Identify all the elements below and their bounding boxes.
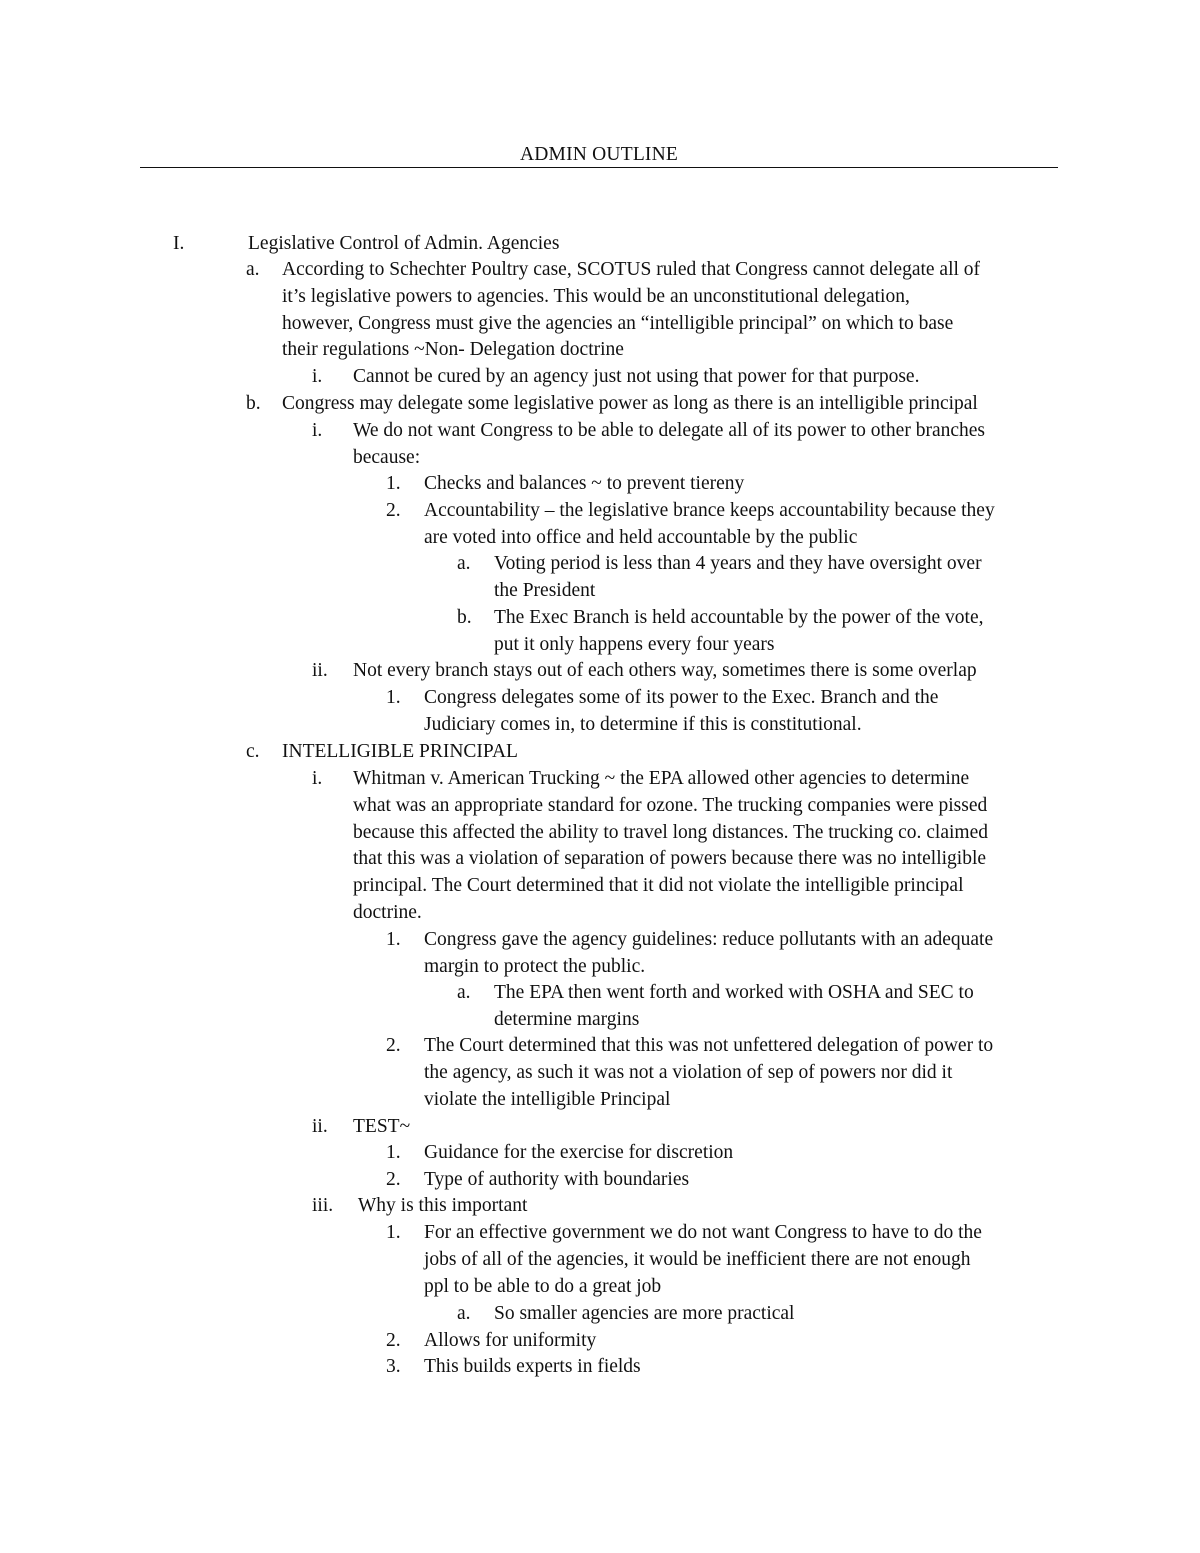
outline-text: We do not want Congress to be able to delegate all of its power to other branches because: xyxy=(353,420,985,468)
outline-text: Legislative Control of Admin. Agencies xyxy=(248,233,560,254)
outline-marker: ii. xyxy=(312,1116,328,1137)
outline-marker: i. xyxy=(312,420,323,441)
outline-marker: 2. xyxy=(386,1330,401,1351)
outline-text: INTELLIGIBLE PRINCIPAL xyxy=(282,741,518,762)
outline-text: Allows for uniformity xyxy=(424,1330,597,1351)
outline-text: Accountability – the legislative brance keeps accountability because they are voted into office and held accountable by the public xyxy=(424,500,995,548)
outline-marker: 2. xyxy=(386,1035,401,1056)
outline-text: Congress gave the agency guidelines: reduce pollutants with an adequate margin to protect the public. xyxy=(424,929,994,977)
outline-text: For an effective government we do not want Congress to have to do the jobs of all of the agencies, it would be inefficient there are not enough ppl to be able to do a great job xyxy=(424,1222,982,1297)
outline-marker: i. xyxy=(312,366,323,387)
outline-text: Checks and balances ~ to prevent tiereny xyxy=(424,473,745,494)
outline-text: Voting period is less than 4 years and they have oversight over the President xyxy=(494,553,982,601)
outline-text: The EPA then went forth and worked with OSHA and SEC to determine margins xyxy=(494,982,974,1030)
outline-marker: 1. xyxy=(386,687,401,708)
outline-text: The Court determined that this was not unfettered delegation of power to the agency, as such it was not a violation of sep of powers nor did it violate the intelligible Principal xyxy=(424,1035,994,1110)
outline-marker: a. xyxy=(246,259,260,280)
outline-text: Cannot be cured by an agency just not using that power for that purpose. xyxy=(353,366,920,387)
outline-marker: b. xyxy=(457,607,472,628)
outline-text: According to Schechter Poultry case, SCOTUS ruled that Congress cannot delegate all of it’s legislative powers to agencies. This would be an unconstitutional delegation, however, Congress must give the agencies an “intelligible principal” on which to base their regulations ~Non- Delegation doctrine xyxy=(282,259,981,361)
outline-marker: a. xyxy=(457,1303,471,1324)
outline-marker: 1. xyxy=(386,929,401,950)
outline-text: Guidance for the exercise for discretion xyxy=(424,1142,734,1163)
outline-text: Why is this important xyxy=(353,1195,528,1216)
outline-marker: 1. xyxy=(386,1142,401,1163)
outline-text: So smaller agencies are more practical xyxy=(494,1303,795,1324)
outline-marker: c. xyxy=(246,741,260,762)
document-title: ADMIN OUTLINE xyxy=(519,144,679,165)
outline-marker: b. xyxy=(246,393,261,414)
outline-text: Type of authority with boundaries xyxy=(424,1169,690,1190)
title-rule xyxy=(140,167,1058,168)
outline-marker: iii. xyxy=(312,1195,334,1216)
outline-marker: 1. xyxy=(386,473,401,494)
outline-marker: 2. xyxy=(386,500,401,521)
outline-text: Congress may delegate some legislative power as long as there is an intelligible principal xyxy=(282,393,978,414)
outline-marker: I. xyxy=(173,233,185,254)
outline-marker: ii. xyxy=(312,660,328,681)
outline-text: The Exec Branch is held accountable by the power of the vote, put it only happens every four years xyxy=(494,607,984,655)
outline-text: Not every branch stays out of each others way, sometimes there is some overlap xyxy=(353,660,977,681)
outline-marker: 1. xyxy=(386,1222,401,1243)
outline-marker: 2. xyxy=(386,1169,401,1190)
outline-text: TEST~ xyxy=(353,1116,411,1137)
outline-text: Congress delegates some of its power to the Exec. Branch and the Judiciary comes in, to determine if this is constitutional. xyxy=(424,687,939,735)
outline-text: Whitman v. American Trucking ~ the EPA allowed other agencies to determine what was an appropriate standard for ozone. The trucking companies were pissed because this affected the ability to travel long distances. The trucking co. claimed that this was a violation of separation of powers because there was no intelligible principal. The Court determined that it did not violate the intelligible principal doctrine. xyxy=(353,768,988,923)
outline-marker: 3. xyxy=(386,1356,401,1377)
outline-marker: a. xyxy=(457,553,471,574)
outline-text: This builds experts in fields xyxy=(424,1356,641,1377)
outline-marker: a. xyxy=(457,982,471,1003)
outline-marker: i. xyxy=(312,768,323,789)
